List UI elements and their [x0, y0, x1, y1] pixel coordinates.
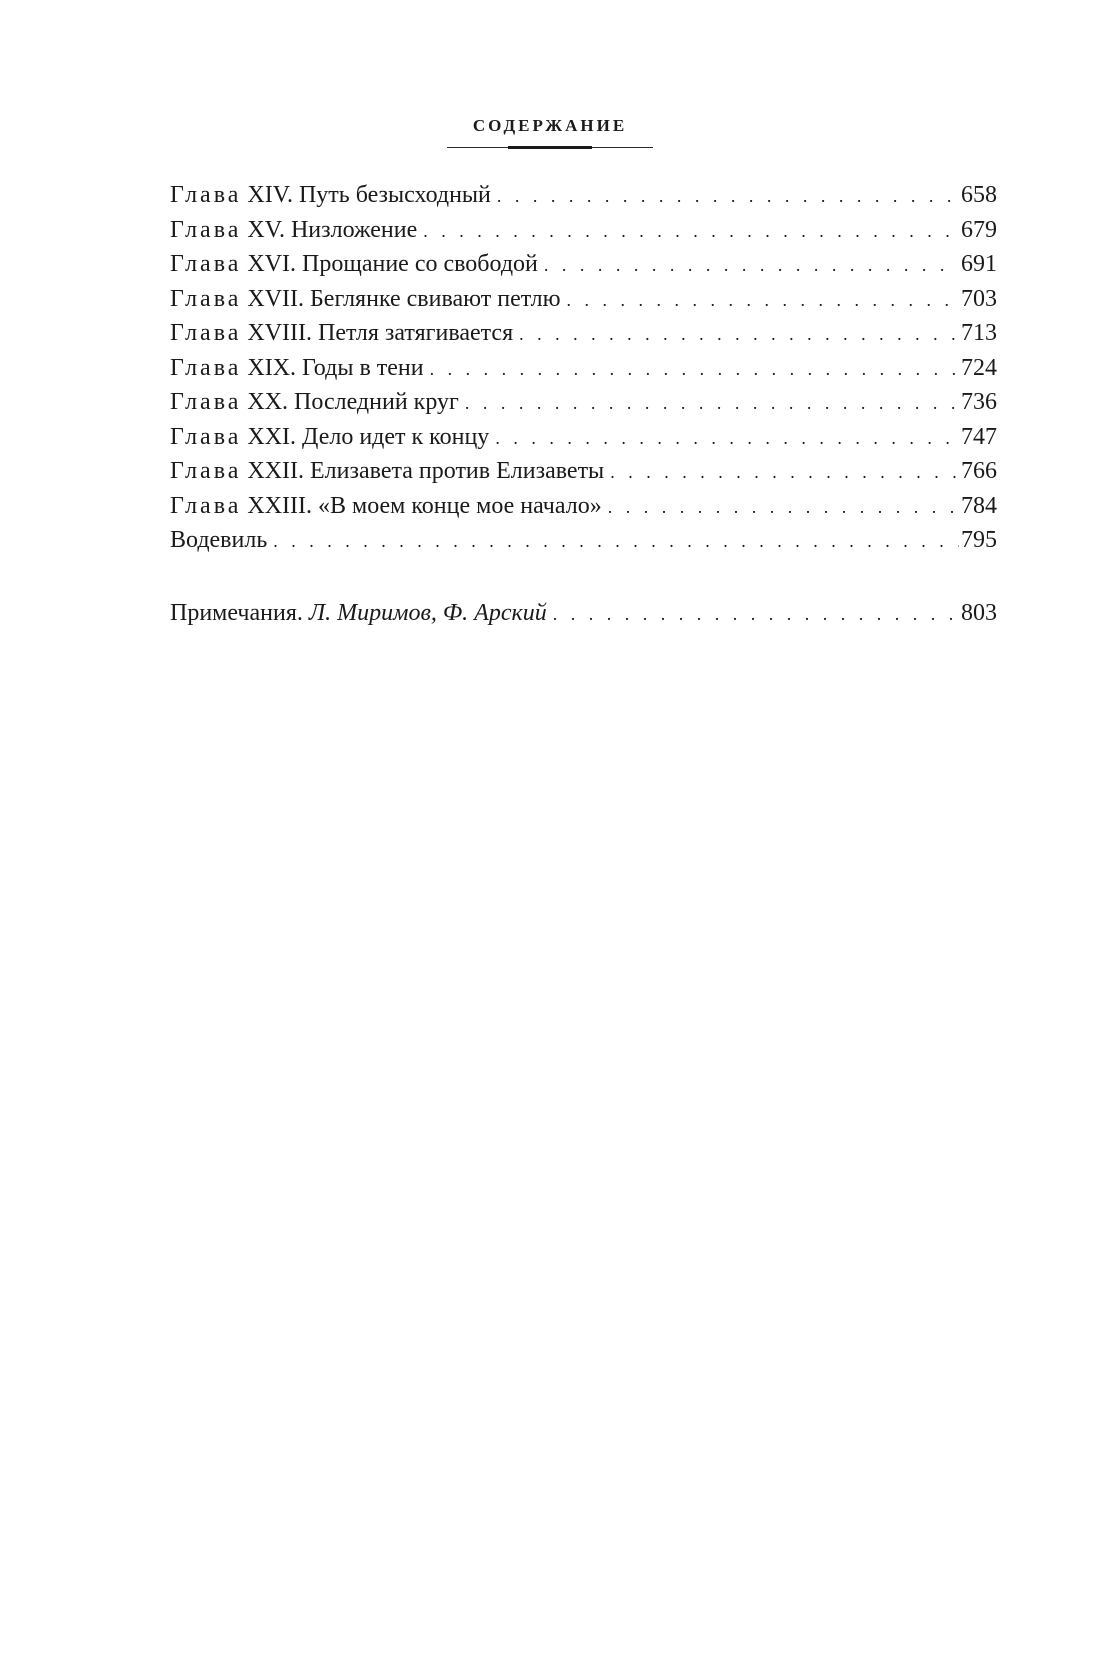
- toc-entry-name: XX. Последний круг: [247, 389, 459, 415]
- toc-entry-title: [170, 178, 497, 213]
- running-header: [0, 116, 1100, 148]
- toc-entry-title: [170, 247, 544, 282]
- toc-entry[interactable]: [170, 489, 997, 524]
- toc-entry-prefix: Глава: [170, 423, 242, 450]
- toc-entry[interactable]: [170, 454, 997, 489]
- toc-entry-page: 803: [961, 599, 997, 626]
- toc-entry-prefix: Глава: [170, 216, 242, 243]
- toc-entry-title: [170, 596, 553, 631]
- dot-leader: [497, 179, 959, 214]
- toc-entry-name: XVIII. Петля затягивается: [247, 320, 514, 346]
- toc-entry-name: XIX. Годы в тени: [247, 354, 424, 381]
- toc-entry-name: XXII. Елизавета против Елизаветы: [247, 458, 605, 484]
- toc-entry[interactable]: [170, 420, 997, 455]
- toc-entry-title: [170, 420, 495, 455]
- toc-entry-page: 713: [961, 320, 997, 346]
- toc-entry-prefix: Глава: [170, 458, 242, 484]
- dot-leader: [465, 386, 959, 421]
- toc-entry-page: 784: [961, 492, 997, 519]
- toc-entry-page: 795: [961, 527, 997, 553]
- toc-entry-title: [170, 213, 423, 248]
- dot-leader: [567, 283, 959, 318]
- toc-entry[interactable]: [170, 523, 997, 558]
- notes-title: Примечания.: [170, 599, 303, 626]
- dot-leader: [423, 214, 959, 249]
- toc-entry[interactable]: [170, 351, 997, 386]
- toc-entry-title: [170, 282, 567, 317]
- header-rule: [447, 147, 653, 148]
- notes-authors: Л. Миримов, Ф. Арский: [308, 599, 547, 626]
- toc-entry-title: [170, 385, 465, 420]
- dot-leader: [610, 455, 959, 490]
- toc-entry[interactable]: [170, 178, 997, 213]
- table-of-contents: [170, 178, 997, 630]
- dot-leader: [608, 490, 959, 525]
- toc-entry-page: 736: [961, 389, 997, 415]
- toc-entry-title: [170, 454, 610, 489]
- toc-entry[interactable]: [170, 282, 997, 317]
- toc-entry-prefix: Глава: [170, 354, 242, 381]
- header-title: СОДЕРЖАНИЕ: [472, 116, 628, 135]
- toc-entry-page: 766: [961, 458, 997, 484]
- toc-entry[interactable]: [170, 316, 997, 351]
- dot-leader: [495, 421, 959, 456]
- toc-entry-title: [170, 489, 608, 524]
- toc-entry-prefix: Глава: [170, 251, 242, 277]
- toc-entry-page: 747: [961, 423, 997, 450]
- toc-entry-prefix: Глава: [170, 320, 242, 346]
- toc-entry-name: XXI. Дело идет к концу: [247, 423, 490, 450]
- toc-entry[interactable]: [170, 385, 997, 420]
- toc-entry-prefix: Глава: [170, 389, 242, 415]
- dot-leader: [519, 317, 959, 352]
- toc-entry-page: 658: [961, 182, 997, 208]
- dot-leader: [553, 597, 959, 632]
- toc-entry-name: XVII. Беглянке свивают петлю: [247, 285, 561, 312]
- toc-entry-notes[interactable]: [170, 596, 997, 631]
- toc-entry-name: XIV. Путь безысходный: [247, 182, 491, 208]
- toc-entry-name: XVI. Прощание со свободой: [247, 251, 538, 277]
- toc-entry-prefix: Глава: [170, 492, 242, 519]
- toc-entry-prefix: Глава: [170, 285, 242, 312]
- dot-leader: [273, 524, 959, 559]
- dot-leader: [430, 352, 959, 387]
- toc-entry-name: XV. Низложение: [247, 216, 418, 243]
- toc-entry-prefix: Глава: [170, 182, 242, 208]
- toc-entry-title: Водевиль: [170, 527, 268, 553]
- dot-leader: [544, 248, 959, 283]
- toc-entry-title: [170, 351, 430, 386]
- toc-entry-name: XXIII. «В моем конце мое начало»: [247, 492, 602, 519]
- toc-entry-page: 724: [961, 354, 997, 381]
- toc-entry[interactable]: [170, 213, 997, 248]
- toc-entry-title: [170, 316, 519, 351]
- toc-entry[interactable]: [170, 247, 997, 282]
- toc-entry-page: 679: [961, 216, 997, 243]
- toc-entry-page: 703: [961, 285, 997, 312]
- toc-entry-page: 691: [961, 251, 997, 277]
